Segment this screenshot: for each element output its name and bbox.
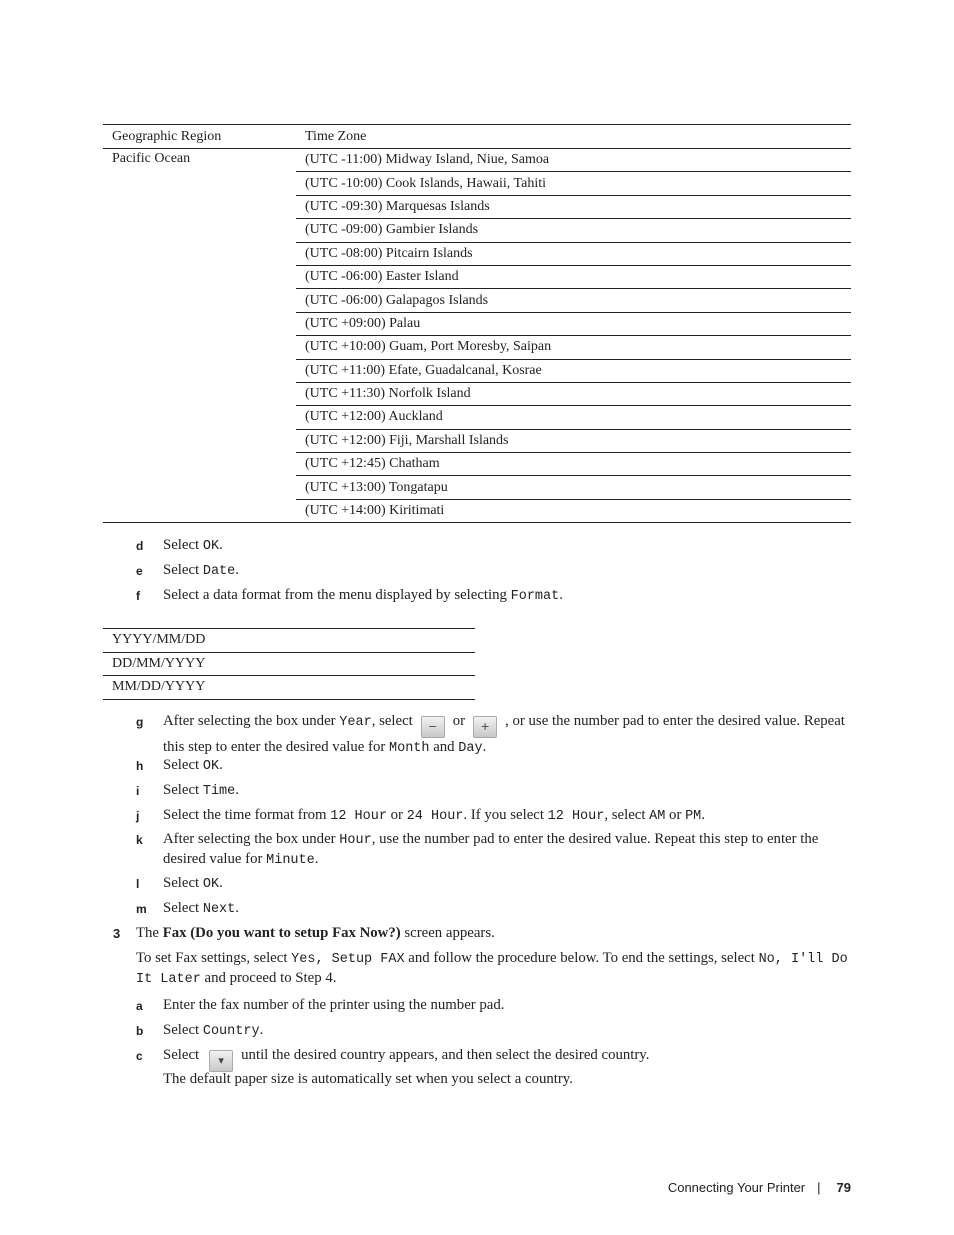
- time-zone-cell: (UTC +09:00) Palau: [296, 312, 851, 335]
- date-format-cell: MM/DD/YYYY: [103, 676, 475, 700]
- step-marker: e: [136, 564, 143, 578]
- table-row: [103, 629, 475, 653]
- time-zone-cell: (UTC -09:30) Marquesas Islands: [296, 195, 851, 218]
- time-zone-cell: (UTC -08:00) Pitcairn Islands: [296, 242, 851, 265]
- time-zone-cell: (UTC -10:00) Cook Islands, Hawaii, Tahiti: [296, 172, 851, 195]
- time-zone-cell: (UTC -11:00) Midway Island, Niue, Samoa: [296, 149, 851, 172]
- table-row: [103, 652, 475, 676]
- table-header-row: [103, 125, 851, 149]
- time-zone-cell: (UTC -09:00) Gambier Islands: [296, 219, 851, 242]
- date-format-cell: YYYY/MM/DD: [103, 629, 475, 653]
- page-number: 79: [836, 1180, 851, 1195]
- step-f: Select a data format from the menu displayed by selecting Format.: [163, 587, 563, 604]
- scroll-down-button-icon: ▾: [209, 1050, 233, 1072]
- time-zone-cell: (UTC +11:30) Norfolk Island: [296, 382, 851, 405]
- step-marker: b: [136, 1024, 144, 1038]
- step-marker: h: [136, 759, 144, 773]
- time-zone-cell: (UTC +11:00) Efate, Guadalcanal, Kosrae: [296, 359, 851, 382]
- screen-name: Fax (Do you want to setup Fax Now?): [162, 925, 401, 941]
- step-d: Select OK.: [163, 537, 223, 554]
- time-zone-cell: (UTC +14:00) Kiritimati: [296, 499, 851, 522]
- step-number: 3: [113, 926, 121, 941]
- time-zone-cell: (UTC -06:00) Galapagos Islands: [296, 289, 851, 312]
- step-marker: d: [136, 539, 144, 553]
- fax-step-b: Select Country.: [163, 1022, 264, 1039]
- step-h: Select OK.: [163, 757, 223, 774]
- step-marker: a: [136, 999, 143, 1013]
- step-marker: l: [136, 877, 140, 891]
- time-zone-cell: (UTC +12:00) Auckland: [296, 406, 851, 429]
- footer-separator: |: [817, 1180, 821, 1195]
- region-cell: Pacific Ocean: [103, 149, 296, 523]
- time-zone-cell: (UTC +12:45) Chatham: [296, 453, 851, 476]
- table-row: [103, 676, 475, 700]
- header-geographic-region: Geographic Region: [103, 125, 296, 149]
- code-ok: OK: [202, 539, 220, 554]
- time-zone-cell: (UTC +10:00) Guam, Port Moresby, Saipan: [296, 336, 851, 359]
- fax-step-a: Enter the fax number of the printer using the number pad.: [163, 997, 505, 1013]
- time-zone-cell: (UTC +13:00) Tongatapu: [296, 476, 851, 499]
- step-marker: j: [136, 809, 140, 823]
- step-marker: m: [136, 902, 147, 916]
- table-row: [103, 149, 851, 172]
- step-marker: c: [136, 1049, 143, 1063]
- time-zone-table: [103, 124, 851, 523]
- time-zone-cell: (UTC -06:00) Easter Island: [296, 265, 851, 288]
- step-g: After selecting the box under Year, select − or + , or use the number pad to enter the desired value. Repeat this step to enter the desired value for Month and Day.: [163, 713, 845, 756]
- step-m: Select Next.: [163, 900, 239, 917]
- code-date: Date: [202, 564, 236, 579]
- step-k: After selecting the box under Hour, use the number pad to enter the desired value. Repeat this step to enter the desired value for Minute.: [163, 831, 819, 868]
- step-marker: k: [136, 833, 143, 847]
- fax-step-c-note: The default paper size is automatically set when you select a country.: [163, 1071, 573, 1087]
- step-marker: i: [136, 784, 140, 798]
- date-format-cell: DD/MM/YYYY: [103, 652, 475, 676]
- footer-section-title: Connecting Your Printer: [667, 1180, 806, 1195]
- time-zone-cell: (UTC +12:00) Fiji, Marshall Islands: [296, 429, 851, 452]
- date-format-table: [103, 628, 475, 700]
- step-i: Select Time.: [163, 782, 239, 799]
- minus-button-icon: −: [421, 716, 445, 738]
- code-format: Format: [510, 589, 560, 604]
- fax-step-c: Select ▾ until the desired country appears, and then select the desired country.: [163, 1046, 853, 1072]
- step-e: Select Date.: [163, 562, 239, 579]
- step-3-heading: The Fax (Do you want to setup Fax Now?) screen appears.: [136, 925, 495, 941]
- step-j: Select the time format from 12 Hour or 24 Hour. If you select 12 Hour, select AM or PM.: [163, 807, 705, 824]
- step-3-instructions: To set Fax settings, select Yes, Setup FAX and follow the procedure below. To end the settings, select No, I'll Do It Later and proceed to Step 4.: [136, 950, 848, 987]
- step-marker: f: [136, 589, 140, 603]
- step-marker: g: [136, 715, 144, 729]
- step-l: Select OK.: [163, 875, 223, 892]
- plus-button-icon: +: [473, 716, 497, 738]
- header-time-zone: Time Zone: [296, 125, 851, 149]
- page-footer: [668, 1180, 851, 1195]
